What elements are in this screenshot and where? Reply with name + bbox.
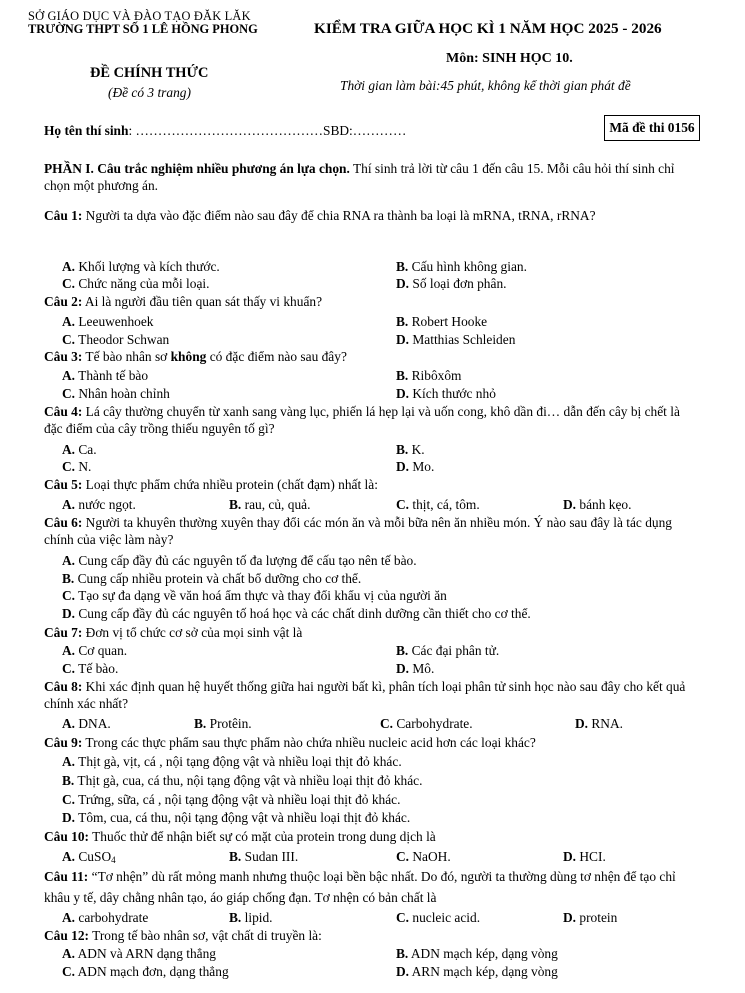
option-a: A. Thành tế bào — [62, 368, 149, 383]
question-2 — [44, 293, 694, 310]
question-label: Câu 4: — [44, 404, 83, 419]
option-b: B. Cung cấp nhiều protein và chất bổ dưỡng cho cơ thể. — [62, 571, 362, 586]
option-a: A. DNA. — [62, 716, 111, 731]
official-label: ĐỀ CHÍNH THỨC — [90, 65, 209, 81]
question-text: Trong tế bào nhân sơ, vật chất di truyền là: — [89, 928, 322, 943]
subject-line: Môn: SINH HỌC 10. — [446, 51, 573, 66]
question-text: Người ta dựa vào đặc điểm nào sau đây để chia RNA ra thành ba loại là mRNA, tRNA, rRNA? — [82, 208, 596, 223]
option-c: C. Chức năng của mỗi loại. — [62, 276, 210, 291]
part1-title: PHẦN I. Câu trắc nghiệm nhiều phương án lựa chọn. — [44, 161, 350, 176]
option-b: B. Thịt gà, cua, cá thu, nội tạng động vật và nhiều loại thịt đỏ khác. — [62, 773, 423, 788]
question-text: Thuốc thử để nhận biết sự có mặt của protein trong dung dịch là — [89, 829, 436, 844]
option-d: D. Cung cấp đầy đủ các nguyên tố hoá học và các chất dinh dưỡng cần thiết cho cơ thể. — [62, 606, 531, 621]
option-a: A. Ca. — [62, 442, 97, 457]
subscript: 4 — [111, 855, 116, 865]
option-b: B. Robert Hooke — [396, 314, 488, 329]
option-c: C. Tạo sự đa dạng về văn hoá ẩm thực và thay đổi khẩu vị của người ăn — [62, 588, 447, 603]
option-d: D. Mô. — [396, 661, 435, 676]
option-d: D. bánh kẹo. — [563, 497, 632, 512]
option-c: C. NaOH. — [396, 849, 451, 864]
option-a: A. carbohydrate — [62, 910, 149, 925]
option-d: D. Tôm, cua, cá thu, nội tạng động vật và nhiều loại thịt đỏ khác. — [62, 810, 411, 825]
option-b: B. Protêin. — [194, 716, 252, 731]
department-name: SỞ GIÁO DỤC VÀ ĐÀO TẠO ĐĂK LĂK — [28, 9, 251, 23]
question-text: Khi xác định quan hệ huyết thống giữa hai người bất kì, phân tích loại phân tử sinh học nào sau đây cho kết quả chính xác nhất? — [44, 679, 686, 712]
question-7 — [44, 624, 694, 641]
option-c: C. Theodor Schwan — [62, 332, 170, 347]
question-label: Câu 7: — [44, 625, 83, 640]
name-label: Họ tên thí sinh — [44, 123, 129, 138]
option-a: A. nước ngọt. — [62, 497, 136, 512]
question-label: Câu 9: — [44, 735, 83, 750]
question-10 — [44, 828, 694, 845]
question-label: Câu 1: — [44, 208, 83, 223]
option-a: A. Khối lượng và kích thước. — [62, 259, 220, 274]
exam-title: KIỂM TRA GIỮA HỌC KÌ 1 NĂM HỌC 2025 - 2026 — [314, 20, 662, 37]
question-text: Trong các thực phẩm sau thực phẩm nào chứa nhiều nucleic acid hơn các loại khác? — [82, 735, 536, 750]
option-c: C. Carbohydrate. — [380, 716, 473, 731]
option-b: B. lipid. — [229, 910, 273, 925]
option-b: B. Cấu hình không gian. — [396, 259, 527, 274]
question-12 — [44, 927, 694, 944]
question-text: Người ta khuyên thường xuyên thay đổi các món ăn và mỗi bữa nên ăn nhiều món. Ý nào sau đây là tác dụng chính của việc làm này? — [44, 515, 672, 548]
option-c: C. thịt, cá, tôm. — [396, 497, 480, 512]
question-label: Câu 8: — [44, 679, 83, 694]
option-a: A. ADN và ARN dạng thẳng — [62, 946, 216, 961]
question-text: Lá cây thường chuyển từ xanh sang vàng lục, phiến lá hẹp lại và uốn cong, khô dần đi… dẫn đến cây bị chết là đặc điểm của cây trồng thiếu nguyên tố gì? — [44, 404, 680, 437]
question-label: Câu 10: — [44, 829, 90, 844]
question-text: “Tơ nhện” dù rất mỏng manh nhưng thuộc loại bền bậc nhất. Do đó, người ta thường dùng tơ nhện để tạo chỉ khâu y tế, dây chằng nhân tạo, áo giáp chống đạn. Tơ nhện có bản chất là — [44, 869, 676, 905]
option-b: B. Các đại phân tử. — [396, 643, 500, 658]
question-5 — [44, 476, 694, 493]
option-b: B. Sudan III. — [229, 849, 299, 864]
name-blank: : ……………………………………SBD:………… — [128, 123, 407, 138]
question-label: Câu 6: — [44, 515, 83, 530]
option-b: B. Ribôxôm — [396, 368, 462, 383]
part1-instruction: Thí sinh trả lời từ câu 1 đến câu 15. Mỗi câu hỏi thí sinh chỉ chọn một phương án. — [44, 161, 675, 194]
question-1 — [44, 207, 694, 224]
question-text: Loại thực phẩm chứa nhiều protein (chất đạm) nhất là: — [82, 477, 378, 492]
exam-code-box: Mã đề thi 0156 — [604, 115, 700, 141]
option-a: A. Cung cấp đầy đủ các nguyên tố đa lượng để cấu tạo nên tế bào. — [62, 553, 417, 568]
question-3: Câu 3: Tế bào nhân sơ không có đặc điểm nào sau đây? — [44, 349, 347, 364]
option-c: C. ADN mạch đơn, dạng thẳng — [62, 964, 229, 979]
option-d: D. protein — [563, 910, 618, 925]
option-a: A. Leeuwenhoek — [62, 314, 154, 329]
question-text: Ai là người đầu tiên quan sát thấy vi khuẩn? — [82, 294, 323, 309]
school-header — [28, 10, 308, 36]
option-d: D. HCI. — [563, 849, 606, 864]
question-label: Câu 2: — [44, 294, 83, 309]
option-d: D. Mo. — [396, 459, 435, 474]
student-name-line — [44, 122, 406, 139]
question-4 — [44, 403, 694, 437]
emphasis-word: không — [170, 349, 207, 364]
duration-note: Thời gian làm bài:45 phút, không kể thời gian phát đề — [340, 78, 631, 93]
option-c: C. Trứng, sữa, cá , nội tạng động vật và nhiều loại thịt đỏ khác. — [62, 792, 401, 807]
option-b: B. ADN mạch kép, dạng vòng — [396, 946, 558, 961]
question-6 — [44, 514, 694, 548]
school-name: TRƯỜNG THPT SỐ 1 LÊ HỒNG PHONG — [28, 22, 258, 36]
option-d: D. Matthias Schleiden — [396, 332, 516, 347]
question-8 — [44, 678, 694, 712]
option-b: B. K. — [396, 442, 425, 457]
option-d: D. RNA. — [575, 716, 623, 731]
part1-heading — [44, 160, 694, 194]
option-c: C. Tế bào. — [62, 661, 119, 676]
option-a: A. CuSO$_4$ — [62, 849, 116, 865]
option-a: A. Cơ quan. — [62, 643, 128, 658]
option-a: A. Thịt gà, vịt, cá , nội tạng động vật và nhiều loại thịt đỏ khác. — [62, 754, 402, 769]
option-d: D. Kích thước nhỏ — [396, 386, 496, 401]
question-11 — [44, 866, 694, 908]
page-count: (Đề có 3 trang) — [108, 85, 191, 100]
option-c: C. Nhân hoàn chỉnh — [62, 386, 170, 401]
question-label: Câu 12: — [44, 928, 90, 943]
question-9 — [44, 734, 694, 751]
option-b: B. rau, củ, quả. — [229, 497, 311, 512]
question-text: Đơn vị tổ chức cơ sở của mọi sinh vật là — [82, 625, 303, 640]
option-d: D. ARN mạch kép, dạng vòng — [396, 964, 558, 979]
option-c: C. N. — [62, 459, 92, 474]
option-c: C. nucleic acid. — [396, 910, 481, 925]
question-label: Câu 3: — [44, 349, 83, 364]
question-label: Câu 11: — [44, 869, 89, 884]
option-d: D. Số loại đơn phân. — [396, 276, 507, 291]
question-label: Câu 5: — [44, 477, 83, 492]
